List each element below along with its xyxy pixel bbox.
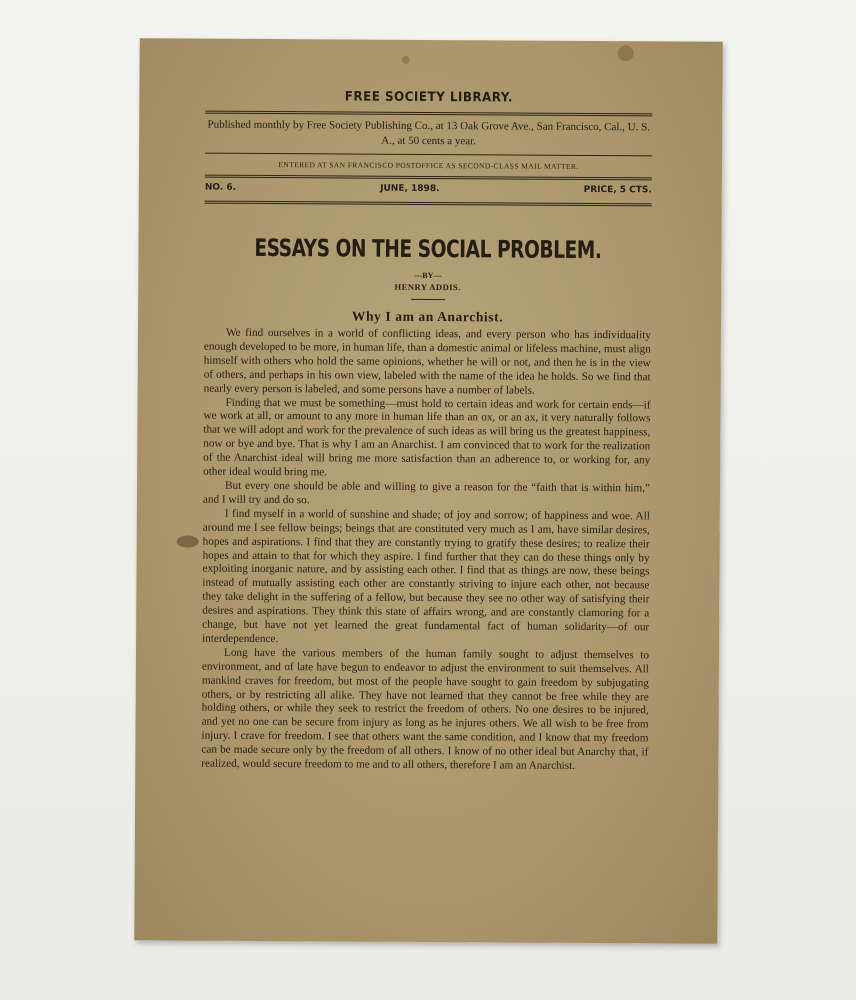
entered-line: ENTERED AT SAN FRANCISCO POSTOFFICE AS SECOND-CLASS MAIL MATTER.	[278, 160, 579, 171]
masthead-title: FREE SOCIETY LIBRARY.	[344, 89, 514, 106]
issue-info	[205, 178, 652, 204]
issue-number: NO. 6.	[204, 182, 237, 193]
essay-body	[201, 327, 651, 775]
paper-stain	[618, 45, 634, 61]
essay-heading: Why I am an Anarchist.	[351, 308, 504, 325]
paragraph: Finding that we must be something—must hold to certain ideas and work for certain ends—if we work at all, or amount to any more in human life than an ox, or an ax, it very naturally follows that we will adopt and work for the prevalence of such ideas as will bring us the greatest happiness, now or bye and bye. That is why I am an Anarchist. I am convinced that to work for the realization of the Anarchist ideal will bring me more satisfaction than an adherence to, or working for, any other ideal would bring me.	[203, 396, 651, 479]
pamphlet-page	[134, 38, 722, 944]
paragraph: But every one should be able and willing to give a reason for the “faith that is within him,” and I will try and do so.	[202, 479, 651, 507]
title-rule	[411, 299, 445, 300]
paper-stain	[402, 56, 410, 64]
paragraph: Long have the various members of the human family sought to adjust themselves to environment, and of late have begun to endeavor to adjust the environment to suit themselves. All mankind craves for freedom, but most of the people have sought to gain freedom by subjugating others, or by restricting all alike. They have not learned that they cannot be free while they are holding others, or while they seek to restrict the freedom of others. No one desires to be injured, and yet no one can be secure from injury as long as he injures others. We all wish to be free from injury. I crave for freedom. I see that others want the same condition, and I know that my freedom can be made secure only by the freedom of all others. I know of no other ideal but Anarchy that, if realized, would secure freedom to me and to all others, therefore I am an Anarchist.	[201, 646, 650, 772]
byline: —BY—	[414, 270, 442, 281]
author-name: HENRY ADDIS.	[394, 281, 461, 293]
publisher-line: Published monthly by Free Society Publishing Co., at 13 Oak Grove Ave., San Francisco, Cal., U. S. A., at 50 cents a year.	[207, 118, 651, 148]
paragraph: I find myself in a world of sunshine and shade; of joy and sorrow; of happiness and woe. All around me I see fellow beings; beings that are constituted very much as I am, have similar desires, hopes and aspirations. I find that they are constantly trying to gratify these desires; to realize their hopes and attain to that for which they aspire. I find further that they can do these things only by exploiting inorganic nature, and by assisting each other. I find that as things are now, these beings instead of mutually assisting each other are constantly striving to injure each other, not because they take delight in the suffering of a fellow, but because they see no other way of satisfying their desires and aspirations. They think this state of affairs wrong, and are constantly clamoring for a change, but have not yet learned the great fundamental fact of human solidarity—of our interdependence.	[202, 507, 650, 646]
paragraph: We find ourselves in a world of conflicting ideas, and every person who has individuality enough developed to be more, in human life, than a domestic animal or lifeless machine, must align himself with others who hold the same opinions, whether he will or not, and then he is in the view of others, and perhaps in his own view, labeled with the name of the idea he holds. So we find that nearly every person is labeled, and some persons have a number of labels.	[203, 326, 651, 397]
paper-stain	[177, 535, 199, 547]
issue-date: JUNE, 1898.	[380, 183, 440, 195]
article-title: ESSAYS ON THE SOCIAL PROBLEM.	[254, 233, 602, 265]
issue-price: PRICE, 5 CTS.	[583, 184, 652, 196]
